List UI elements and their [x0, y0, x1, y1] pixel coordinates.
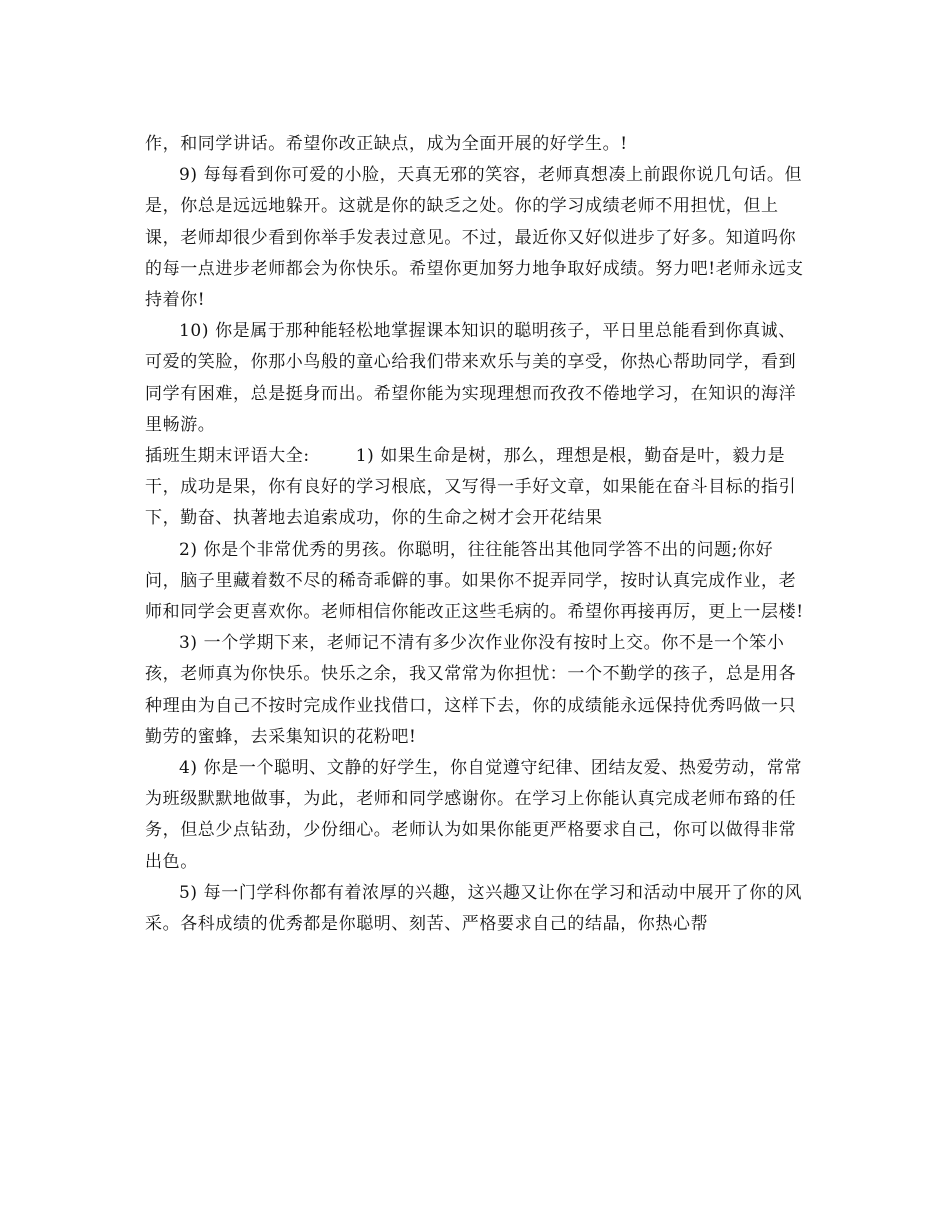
paragraph-comment-10: 10) 你是属于那种能轻松地掌握课本知识的聪明孩子，平日里总能看到你真诚、可爱的笑脸，你那小鸟般的童心给我们带来欢乐与美的享受，你热心帮助同学，看到同学有困难，总是挺身而出。希望你能为实现理想而孜孜不倦地学习，在知识的海洋里畅游。: [145, 321, 797, 435]
paragraph-comment-9: 9) 每每看到你可爱的小脸，天真无邪的笑容，老师真想凑上前跟你说几句话。但是，你总是远远地躲开。这就是你的缺乏之处。你的学习成绩老师不用担忧，但上课，老师却很少看到你举手发表过意见。不过，最近你又好似进步了好多。知道吗你的每一点进步老师都会为你快乐。希望你更加努力地争取好成绩。努力吧!老师永远支持着你!: [145, 165, 804, 311]
paragraph-section-start: [145, 441, 805, 535]
paragraph-comment-2: 2) 你是个非常优秀的男孩。你聪明，往往能答出其他同学答不出的问题;你好问，脑子里藏着数不尽的稀奇乖僻的事。如果你不捉弄同学，按时认真完成作业，老师和同学会更喜欢你。老师相信你能改正这些毛病的。希望你再接再厉，更上一层楼!: [145, 539, 804, 623]
paragraph-comment-3: 3) 一个学期下来，老师记不清有多少次作业你没有按时上交。你不是一个笨小孩，老师真为你快乐。快乐之余，我又常常为你担忧：一个不勤学的孩子，总是用各种理由为自己不按时完成作业找借口，这样下去，你的成绩能永远保持优秀吗做一只勤劳的蜜蜂，去采集知识的花粉吧!: [145, 633, 797, 747]
paragraph-comment-5: 5) 每一门学科你都有着浓厚的兴趣，这兴趣又让你在学习和活动中展开了你的风采。各科成绩的优秀都是你聪明、刻苦、严格要求自己的结晶，你热心帮: [145, 882, 803, 935]
section-heading: 插班生期末评语大全:: [145, 446, 310, 467]
paragraph-comment-4: 4) 你是一个聪明、文静的好学生，你自觉遵守纪律、团结友爱、热爱劳动，常常为班级默默地做事，为此，老师和同学感谢你。在学习上你能认真完成老师布臵的任务，但总少点钻劲，少份细心。老师认为如果你能更严格要求自己，你可以做得非常出色。: [145, 758, 803, 872]
paragraph-comment-1: 1) 如果生命是树，那么，理想是根，勤奋是叶，毅力是干，成功是果，你有良好的学习根底，又写得一手好文章，如果能在奋斗目标的指引下，勤奋、执著地去追索成功，你的生命之树才会开花结果: [145, 446, 797, 529]
document-body: [145, 129, 805, 940]
paragraph-continuation: 作，和同学讲话。希望你改正缺点，成为全面开展的好学生。!: [145, 134, 628, 154]
